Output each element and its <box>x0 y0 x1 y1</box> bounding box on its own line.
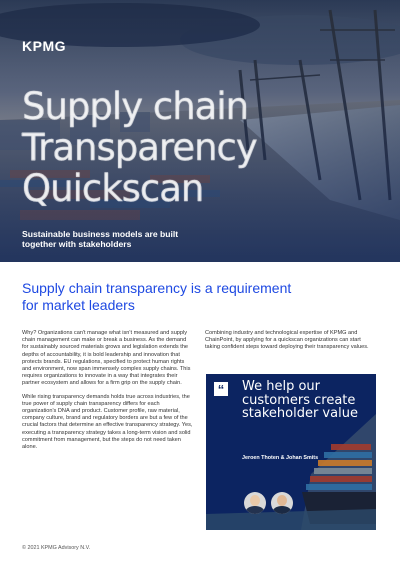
author-portrait <box>244 492 266 514</box>
kpmg-logo: KPMG <box>22 38 66 54</box>
body-paragraph: Combining industry and technological expertise of KPMG and ChainPoint, by applying for a quickscan organizations can start taking confident steps toward deploying their transparency values. <box>205 330 369 351</box>
hero-subtitle-line: Sustainable business models are built <box>22 229 179 239</box>
hero-banner <box>0 0 400 262</box>
right-column <box>205 330 377 358</box>
promo-card <box>206 374 376 530</box>
body-paragraph: While rising transparency demands holds true across industries, the true power of supply chain transparency differs for each organization's DNA and product. Customer profile, raw material, company culture, brand and regulatory borders are but a few of the crucial factors that determine an effective transparency strategy. Yes, executing a transparency strategy takes a long-term vision and solid commitment from management, but the steps do not need taken alone. <box>22 393 193 451</box>
hero-title <box>22 86 257 209</box>
hero-title-line: Transparency <box>22 126 257 169</box>
section-heading-line: Supply chain transparency is a requirement <box>22 280 292 296</box>
hero-subtitle-line: together with stakeholders <box>22 239 132 249</box>
quote-icon: “ <box>214 382 228 396</box>
hero-title-line: Quickscan <box>22 167 204 210</box>
author-portrait <box>271 492 293 514</box>
promo-headline-line: stakeholder value <box>242 406 358 421</box>
hero-subtitle <box>22 229 178 249</box>
promo-headline <box>242 380 362 421</box>
left-column <box>22 330 194 457</box>
copyright: © 2021 KPMG Advisory N.V. <box>22 545 91 551</box>
body-paragraph: Why? Organizations can't manage what isn't measured and supply chain management can make or break a business. As the demand for sustainably sourced materials grows and legislation extends the depths of accountability, it is bold leadership and innovation that protects brands. EU regulations, specified to protect human rights and environment, now span immensely complex supply chains. This requires organizations to innovate in a way that integrates their partner ecosystem and allows for a firm grip on the supply chain. <box>22 330 191 387</box>
hero-title-line: Supply chain <box>22 85 249 128</box>
promo-headline-line: customers create <box>242 392 356 408</box>
promo-headline-line: We help our <box>242 379 320 394</box>
section-heading <box>22 280 382 314</box>
promo-authors: Jeroen Thoten & Johan Smits <box>242 455 319 461</box>
section-heading-line: for market leaders <box>22 297 135 313</box>
